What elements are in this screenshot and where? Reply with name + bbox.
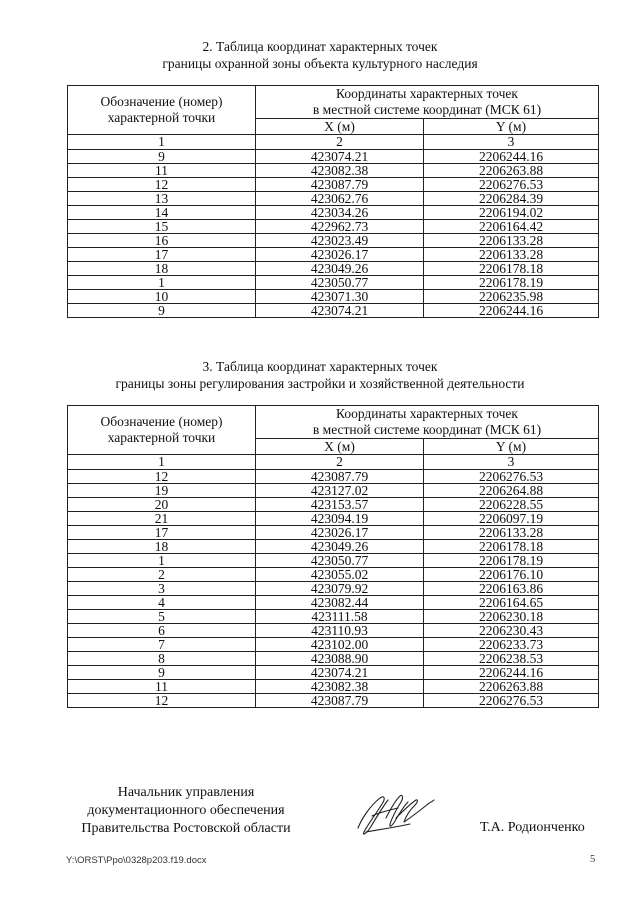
table3-cell-x: 423110.93 (256, 624, 424, 638)
table2-cell-point: 9 (68, 150, 256, 164)
table3-row (68, 470, 599, 484)
table3-cell-x: 423049.26 (256, 540, 424, 554)
table3-row (68, 680, 599, 694)
table2-cell-point: 16 (68, 234, 256, 248)
table2-cell-x: 422962.73 (256, 220, 424, 234)
table2-cell-y: 2206235.98 (424, 290, 599, 304)
table3-cell-point: 17 (68, 526, 256, 540)
table2-cell-point: 11 (68, 164, 256, 178)
table3-title-line1: 3. Таблица координат характерных точек (202, 359, 438, 374)
table2-cell-point: 13 (68, 192, 256, 206)
table3-row (68, 638, 599, 652)
table2-title-line1: 2. Таблица координат характерных точек (202, 39, 438, 54)
table3-cell-point: 20 (68, 498, 256, 512)
table2-header-row (68, 86, 599, 119)
table3-cell-y: 2206233.73 (424, 638, 599, 652)
table2-cell-y: 2206284.39 (424, 192, 599, 206)
table3-cell-y: 2206244.16 (424, 666, 599, 680)
table2-header-coords-line2: в местной системе координат (МСК 61) (312, 102, 542, 117)
table2-cell-y: 2206133.28 (424, 234, 599, 248)
table2-cell-x: 423026.17 (256, 248, 424, 262)
table3-row (68, 554, 599, 568)
table2-cell-point: 9 (68, 304, 256, 318)
table2-row (68, 192, 599, 206)
table2-cell-x: 423074.21 (256, 304, 424, 318)
table2-cell-y: 2206276.53 (424, 178, 599, 192)
table3-cell-x: 423102.00 (256, 638, 424, 652)
table2-cell-x: 423062.76 (256, 192, 424, 206)
table2-header-y: Y (м) (424, 119, 599, 135)
table3-row (68, 624, 599, 638)
table2-row (68, 178, 599, 192)
table3-header-col1-line1: Обозначение (номер) (100, 414, 223, 429)
table3-cell-x: 423088.90 (256, 652, 424, 666)
table3-cell-x: 423087.79 (256, 470, 424, 484)
table2-cell-y: 2206244.16 (424, 304, 599, 318)
table2-row (68, 234, 599, 248)
table2-caption (0, 38, 640, 72)
table2-title-line2: границы охранной зоны объекта культурного наследия (162, 56, 478, 71)
table2-col-number-3: 3 (424, 135, 599, 150)
table3-header-point-designation (68, 406, 256, 455)
table3-row (68, 610, 599, 624)
table3-header-col1-line2: характерной точки (107, 430, 216, 445)
table3-cell-y: 2206276.53 (424, 470, 599, 484)
table3-col-number-1: 1 (68, 455, 256, 470)
table2-row (68, 262, 599, 276)
table3-cell-point: 9 (68, 666, 256, 680)
table3-title-line2: границы зоны регулирования застройки и хозяйственной деятельности (115, 376, 525, 391)
table2-row (68, 150, 599, 164)
table3-row (68, 540, 599, 554)
table3-cell-y: 2206228.55 (424, 498, 599, 512)
table2-cell-y: 2206244.16 (424, 150, 599, 164)
table3-cell-point: 6 (68, 624, 256, 638)
table2-cell-y: 2206263.88 (424, 164, 599, 178)
table3-cell-point: 8 (68, 652, 256, 666)
table3-cell-y: 2206163.86 (424, 582, 599, 596)
table3-cell-y: 2206264.88 (424, 484, 599, 498)
table3-body (68, 470, 599, 708)
table2-cell-point: 18 (68, 262, 256, 276)
table3-col-number-2: 2 (256, 455, 424, 470)
table3-cell-x: 423087.79 (256, 694, 424, 708)
table3-header-coords-line2: в местной системе координат (МСК 61) (312, 422, 542, 437)
table3-cell-point: 19 (68, 484, 256, 498)
table2-cell-y: 2206164.42 (424, 220, 599, 234)
table3-cell-point: 5 (68, 610, 256, 624)
table3-cell-x: 423082.38 (256, 680, 424, 694)
table2-header-col1-line1: Обозначение (номер) (100, 94, 223, 109)
table3-cell-y: 2206238.53 (424, 652, 599, 666)
signatory-position-line1: Начальник управления (117, 785, 255, 800)
table2-col-number-2: 2 (256, 135, 424, 150)
table2-row (68, 220, 599, 234)
table2-cell-x: 423050.77 (256, 276, 424, 290)
table3-cell-x: 423079.92 (256, 582, 424, 596)
table3-row (68, 652, 599, 666)
table2-row (68, 304, 599, 318)
table2-row (68, 290, 599, 304)
table3-header-coords-line1: Координаты характерных точек (336, 406, 518, 421)
table3-row (68, 694, 599, 708)
table3-header-x: X (м) (256, 439, 424, 455)
table3-cell-point: 11 (68, 680, 256, 694)
table3-cell-y: 2206176.10 (424, 568, 599, 582)
table2-cell-x: 423071.30 (256, 290, 424, 304)
table3-cell-x: 423111.58 (256, 610, 424, 624)
table3-cell-x: 423127.02 (256, 484, 424, 498)
table2-number-row (68, 135, 599, 150)
table2-header-col1-line2: характерной точки (107, 110, 216, 125)
table3-cell-y: 2206263.88 (424, 680, 599, 694)
page-number: 5 (590, 854, 596, 865)
table3-cell-x: 423153.57 (256, 498, 424, 512)
table3-row (68, 568, 599, 582)
table3-cell-point: 3 (68, 582, 256, 596)
table3-col-number-3: 3 (424, 455, 599, 470)
table3-row (68, 582, 599, 596)
table3-cell-y: 2206276.53 (424, 694, 599, 708)
table3-cell-y: 2206230.43 (424, 624, 599, 638)
table3-header-coordinates (256, 406, 599, 439)
table2-cell-point: 17 (68, 248, 256, 262)
table3-cell-x: 423055.02 (256, 568, 424, 582)
table2-cell-x: 423049.26 (256, 262, 424, 276)
table2-cell-point: 12 (68, 178, 256, 192)
table3-cell-point: 7 (68, 638, 256, 652)
table3-cell-y: 2206178.19 (424, 554, 599, 568)
table3-cell-x: 423082.44 (256, 596, 424, 610)
handwritten-signature-icon (352, 788, 436, 840)
table2-cell-y: 2206178.18 (424, 262, 599, 276)
table2-row (68, 276, 599, 290)
table2-cell-x: 423023.49 (256, 234, 424, 248)
table3-row (68, 512, 599, 526)
table2-row (68, 164, 599, 178)
table2-cell-x: 423082.38 (256, 164, 424, 178)
table2-cell-point: 1 (68, 276, 256, 290)
table2-header-x: X (м) (256, 119, 424, 135)
signatory-position (66, 784, 306, 838)
signatory-position-line3: Правительства Ростовской области (81, 821, 291, 836)
table2-row (68, 206, 599, 220)
signatory-name: Т.А. Родионченко (480, 820, 585, 835)
table2-header-coordinates (256, 86, 599, 119)
table2-cell-y: 2206133.28 (424, 248, 599, 262)
table3-cell-y: 2206097.19 (424, 512, 599, 526)
table3-header-row (68, 406, 599, 439)
table3-cell-point: 1 (68, 554, 256, 568)
table2-cell-y: 2206178.19 (424, 276, 599, 290)
table3-row (68, 596, 599, 610)
table3-number-row (68, 455, 599, 470)
table3-cell-point: 2 (68, 568, 256, 582)
table2-cell-point: 10 (68, 290, 256, 304)
table3-row (68, 484, 599, 498)
table2-cell-x: 423087.79 (256, 178, 424, 192)
table2-row (68, 248, 599, 262)
table3-cell-point: 12 (68, 470, 256, 484)
table3-cell-point: 21 (68, 512, 256, 526)
table2-header-coords-line1: Координаты характерных точек (336, 86, 518, 101)
table2-header-point-designation (68, 86, 256, 135)
signatory-position-line2: документационного обеспечения (87, 803, 285, 818)
table2-body (68, 150, 599, 318)
table3-coordinates (67, 405, 599, 708)
table2-cell-point: 14 (68, 206, 256, 220)
table3-cell-x: 423026.17 (256, 526, 424, 540)
table3-cell-point: 12 (68, 694, 256, 708)
table2-cell-x: 423034.26 (256, 206, 424, 220)
table3-header-y: Y (м) (424, 439, 599, 455)
table3-cell-y: 2206133.28 (424, 526, 599, 540)
table3-row (68, 498, 599, 512)
table3-cell-x: 423050.77 (256, 554, 424, 568)
table3-cell-point: 4 (68, 596, 256, 610)
table3-caption (0, 358, 640, 392)
table3-row (68, 666, 599, 680)
table2-cell-point: 15 (68, 220, 256, 234)
table3-cell-x: 423074.21 (256, 666, 424, 680)
table3-cell-y: 2206164.65 (424, 596, 599, 610)
table3-cell-y: 2206230.18 (424, 610, 599, 624)
table3-row (68, 526, 599, 540)
table2-coordinates (67, 85, 599, 318)
table2-cell-y: 2206194.02 (424, 206, 599, 220)
table3-cell-point: 18 (68, 540, 256, 554)
footer-file-path: Y:\ORST\Ppo\0328p203.f19.docx (66, 855, 207, 866)
table3-cell-x: 423094.19 (256, 512, 424, 526)
table2-col-number-1: 1 (68, 135, 256, 150)
table3-cell-y: 2206178.18 (424, 540, 599, 554)
table2-cell-x: 423074.21 (256, 150, 424, 164)
